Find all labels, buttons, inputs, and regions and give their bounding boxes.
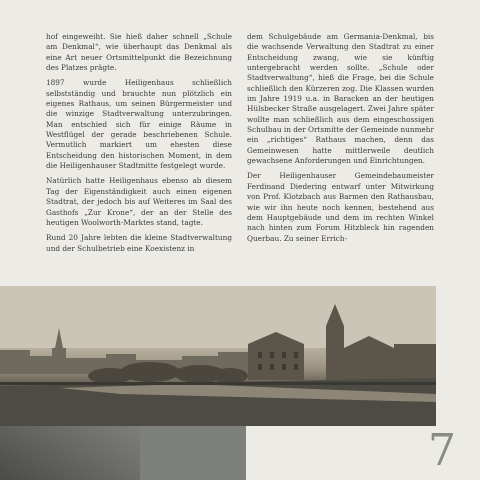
decorative-block-mid xyxy=(140,426,246,480)
paragraph: Rund 20 Jahre lebten die kleine Stadtverwaltung und der Schulbetrieb eine Koexistenz in xyxy=(46,233,232,253)
paragraph: 1897 wurde Heiligenhaus schließlich selbstständig und brauchte nun plötzlich ein eigenes Rathaus, um seinen Bürgermeister und die winzige Stadtverwaltung unterzubringen. Man entschied sich für einige Räume in Westflügel der gerade beschriebenen Schule. Vermutlich markiert um ehesten diese Entscheidung den historischen Moment, in dem die Heiligenhauser Stadtmitte festgelegt wurde. xyxy=(46,78,232,171)
right-text-column xyxy=(247,32,434,249)
historic-photo-illustration xyxy=(0,286,436,426)
paragraph: Der Heiligenhauser Gemeindebaumeister Ferdinand Diedering entwarf unter Mitwirkung von Prof. Klotzbach aus Barmen den Rathausbau, wie wir ihn heute noch kennen, bestehend aus dem Hauptgebäude und dem im rechten Winkel nach hinten zum Forum Hitzbleck hin ragenden Querbau. Zu seiner Errich- xyxy=(247,171,434,243)
paragraph: dem Schulgebäude am Germania-Denkmal, bis die wachsende Verwaltung den Stadtrat zu einer Entscheidung zwang, wie sie künftig untergebracht werden sollte. „Schule oder Stadtverwaltung“, hieß die Frage, bei die Schule schließlich den Kürzeren zog. Die Klassen wurden im Jahre 1919 u.a. in Baracken an der heutigen Hülsbecker Straße ausgelagert. Zwei Jahre später wollte man schließlich aus dem eingeschossigen Schulbau in der Ortsmitte der Gemeinde nunmehr ein „richtiges“ Rathaus machen, denn das Gemeinwesen hatte mittlerweile deutlich gewachsene Anforderungen und Einrichtungen. xyxy=(247,32,434,166)
decorative-block-light xyxy=(0,426,140,480)
left-text-column xyxy=(46,32,232,259)
paragraph: Natürlich hatte Heiligenhaus ebenso ab diesem Tag der Eigenständigkeit auch einen eigenen Stadtrat, der jedoch bis auf Weiteres im Saal des Gasthofs „Zur Krone“, der an der Stelle des heutigen Woolworth-Marktes stand, tagte. xyxy=(46,176,232,227)
paragraph: hof eingeweiht. Sie hieß daher schnell „Schule am Denkmal“, wie überhaupt das Denkmal als eine Art neuer Ortsmittelpunkt die Bezeichnung des Platzes prägte. xyxy=(46,32,232,73)
historic-town-photo xyxy=(0,286,436,426)
page-number: 7 xyxy=(428,425,456,476)
